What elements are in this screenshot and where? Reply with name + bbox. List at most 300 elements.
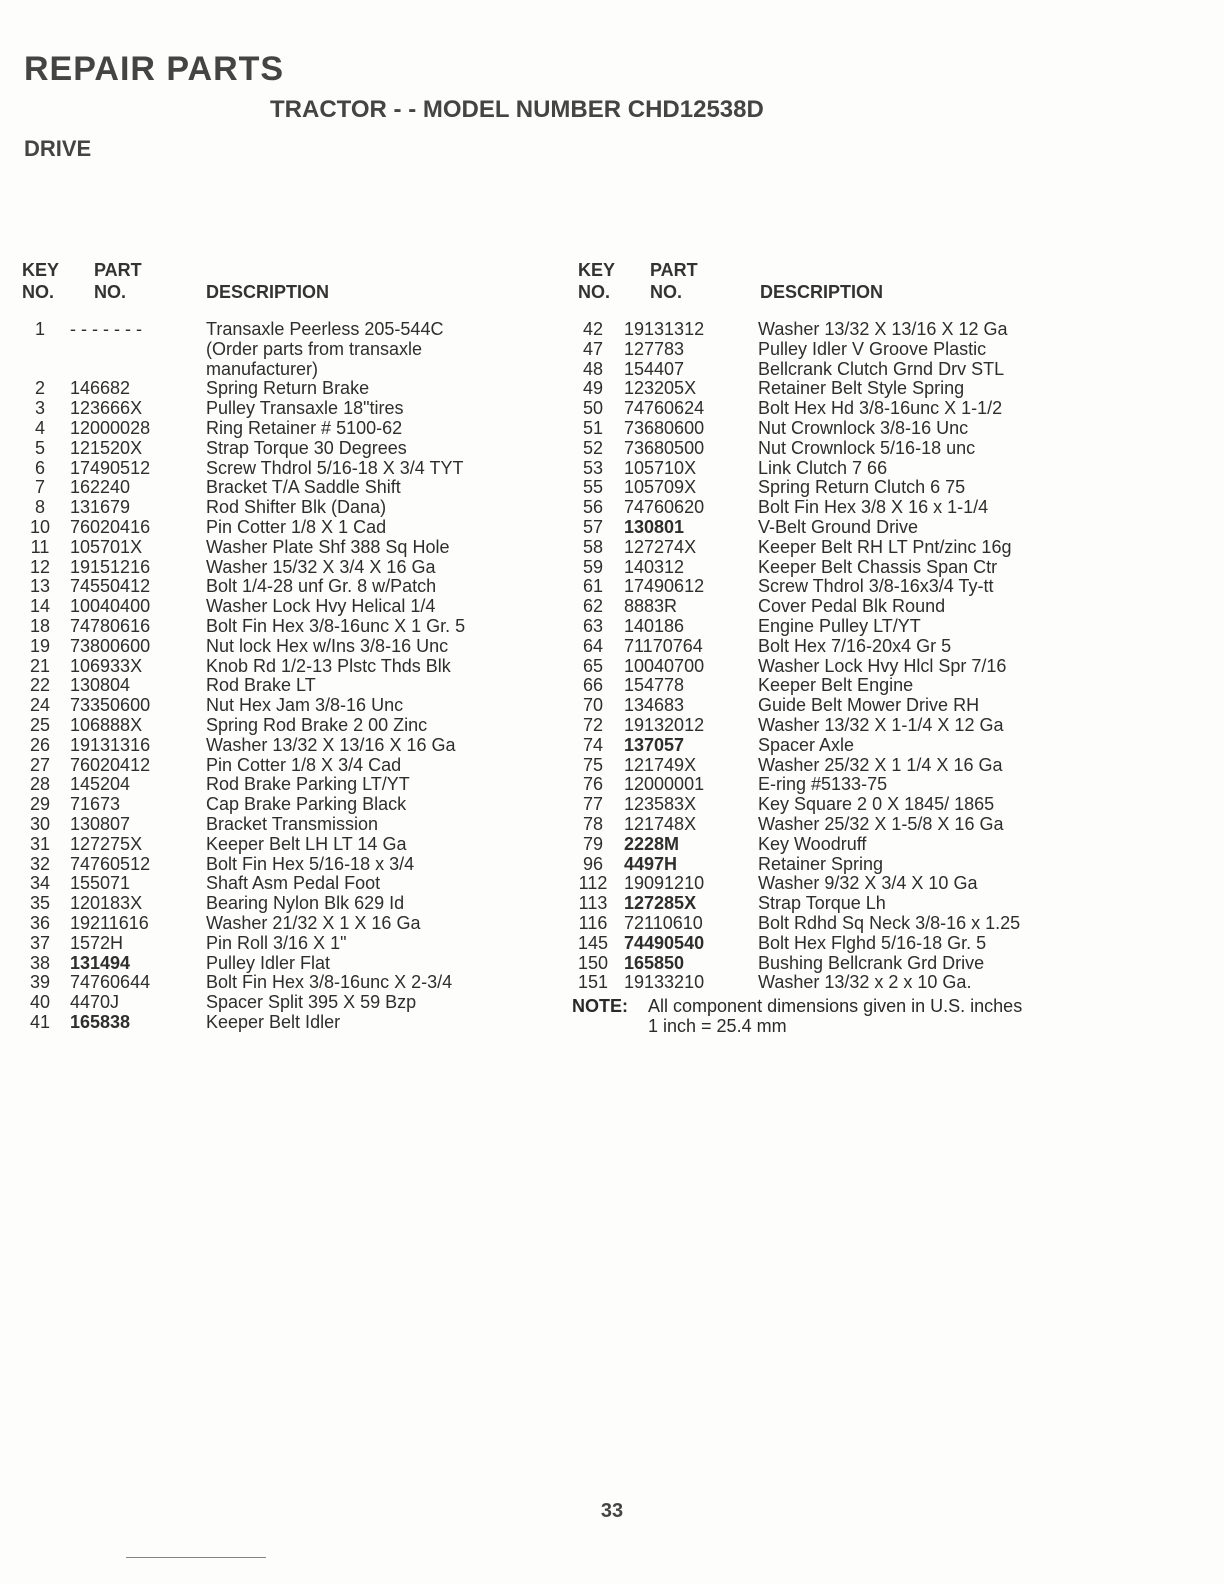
part-description: Keeper Belt LH LT 14 Ga xyxy=(206,833,407,854)
part-description: Bolt Hex Hd 3/8-16unc X 1-1/2 xyxy=(758,398,1003,419)
table-row xyxy=(18,340,558,360)
part-number: 71673 xyxy=(70,794,121,815)
key-number: 34 xyxy=(29,873,51,894)
part-description: Washer 13/32 X 13/16 X 16 Ga xyxy=(206,734,456,755)
part-description: Ring Retainer # 5100-62 xyxy=(206,417,403,438)
key-number: 78 xyxy=(582,813,604,834)
part-description: Washer 25/32 X 1 1/4 X 16 Ga xyxy=(758,754,1003,775)
part-description: Bolt Hex 7/16-20x4 Gr 5 xyxy=(758,635,952,656)
column-header xyxy=(18,258,558,320)
table-row xyxy=(570,934,1090,954)
part-description: Bolt Fin Hex 3/8 X 16 x 1-1/4 xyxy=(758,497,989,518)
table-row xyxy=(18,478,558,498)
part-number: 71170764 xyxy=(624,635,703,656)
part-description: Bolt Fin Hex 5/16-18 x 3/4 xyxy=(206,853,415,874)
page-title: REPAIR PARTS xyxy=(24,50,285,88)
part-number: 74490540 xyxy=(624,932,705,953)
part-number: 134683 xyxy=(624,695,685,716)
key-number: 70 xyxy=(582,695,604,716)
key-number: 5 xyxy=(34,437,45,458)
part-number: 19211616 xyxy=(70,912,149,933)
table-row xyxy=(570,657,1090,677)
key-number: 26 xyxy=(29,734,51,755)
part-description: Spacer Split 395 X 59 Bzp xyxy=(206,992,417,1013)
part-description: Pin Roll 3/16 X 1" xyxy=(206,932,347,953)
table-row xyxy=(570,954,1090,974)
part-description: Pin Cotter 1/8 X 3/4 Cad xyxy=(206,754,402,775)
table-row xyxy=(18,736,558,756)
parts-list-left xyxy=(18,320,558,1033)
table-row xyxy=(18,577,558,597)
table-row xyxy=(18,538,558,558)
part-number: 1572H xyxy=(70,932,124,953)
table-row xyxy=(18,835,558,855)
table-row xyxy=(18,419,558,439)
key-number: 59 xyxy=(582,556,604,577)
table-row xyxy=(570,894,1090,914)
key-number: 77 xyxy=(582,794,604,815)
table-row xyxy=(570,637,1090,657)
part-number: 2228M xyxy=(624,833,680,854)
key-number: 75 xyxy=(582,754,604,775)
part-number: 120183X xyxy=(70,893,143,914)
key-number: 66 xyxy=(582,675,604,696)
header-key-no-label: NO. xyxy=(22,282,55,302)
table-row xyxy=(18,597,558,617)
key-number: 13 xyxy=(29,576,51,597)
part-number: 19132012 xyxy=(624,714,705,735)
part-number: 73680500 xyxy=(624,437,705,458)
part-number: 154407 xyxy=(624,358,685,379)
key-number: 3 xyxy=(34,398,45,419)
part-number: 154778 xyxy=(624,675,685,696)
part-description: Keeper Belt RH LT Pnt/zinc 16g xyxy=(758,536,1012,557)
key-number: 29 xyxy=(29,794,51,815)
table-row xyxy=(570,696,1090,716)
part-number: 123205X xyxy=(624,378,697,399)
header-part-no-label: NO. xyxy=(94,282,127,302)
part-description: Cover Pedal Blk Round xyxy=(758,596,946,617)
table-row xyxy=(570,835,1090,855)
table-row xyxy=(18,775,558,795)
parts-list-right xyxy=(570,320,1090,993)
header-description-label: DESCRIPTION xyxy=(760,282,884,302)
part-number: 12000001 xyxy=(624,774,705,795)
table-row xyxy=(18,696,558,716)
table-row xyxy=(570,973,1090,993)
key-number: 56 xyxy=(582,497,604,518)
part-number: 127783 xyxy=(624,338,685,359)
part-number: 17490612 xyxy=(624,576,705,597)
key-number: 31 xyxy=(29,833,51,854)
key-number: 12 xyxy=(29,556,51,577)
key-number: 50 xyxy=(582,398,604,419)
table-row xyxy=(18,399,558,419)
key-number: 18 xyxy=(29,615,51,636)
part-number: 106933X xyxy=(70,655,143,676)
part-number: 72110610 xyxy=(624,912,703,933)
part-number: 162240 xyxy=(70,477,131,498)
part-number: 130801 xyxy=(624,516,685,537)
part-number: 19091210 xyxy=(624,873,705,894)
key-number: 62 xyxy=(582,596,604,617)
key-number: 40 xyxy=(29,992,51,1013)
part-description: Strap Torque 30 Degrees xyxy=(206,437,407,458)
part-number: 76020416 xyxy=(70,516,151,537)
part-number: 73680600 xyxy=(624,417,705,438)
part-number: 146682 xyxy=(70,378,131,399)
part-number: 19131312 xyxy=(624,319,705,339)
key-number: 96 xyxy=(582,853,604,874)
key-number xyxy=(18,340,62,360)
table-row xyxy=(18,815,558,835)
table-row xyxy=(18,894,558,914)
part-number: 74550412 xyxy=(70,576,151,597)
table-row xyxy=(570,815,1090,835)
key-number: 28 xyxy=(29,774,51,795)
column-header xyxy=(570,258,1090,320)
part-description: Spring Rod Brake 2 00 Zinc xyxy=(206,714,428,735)
part-number: 127285X xyxy=(624,893,697,914)
part-number: 127274X xyxy=(624,536,697,557)
table-row xyxy=(18,993,558,1013)
part-number: 123666X xyxy=(70,398,143,419)
part-number xyxy=(62,360,200,380)
part-description: Spring Return Brake xyxy=(206,378,370,399)
table-row xyxy=(18,379,558,399)
note-text xyxy=(648,997,1090,1037)
part-description: Bolt 1/4-28 unf Gr. 8 w/Patch xyxy=(206,576,437,597)
key-number: 1 xyxy=(34,319,45,339)
note-label: NOTE: xyxy=(572,996,628,1017)
table-row xyxy=(570,914,1090,934)
header-part-no-label: NO. xyxy=(650,282,683,302)
table-row xyxy=(18,756,558,776)
key-number: 63 xyxy=(582,615,604,636)
key-number: 55 xyxy=(582,477,604,498)
key-number: 8 xyxy=(34,497,45,518)
key-number: 74 xyxy=(582,734,604,755)
key-number: 113 xyxy=(578,893,608,914)
table-row xyxy=(18,676,558,696)
key-number xyxy=(18,360,62,380)
part-number: 76020412 xyxy=(70,754,151,775)
key-number: 14 xyxy=(29,596,51,617)
key-number: 57 xyxy=(582,516,604,537)
key-number: 25 xyxy=(29,714,51,735)
key-number: 39 xyxy=(29,972,51,993)
part-description: Rod Brake Parking LT/YT xyxy=(206,774,410,795)
part-number: 74780616 xyxy=(70,615,151,636)
header-key-label: KEY xyxy=(578,260,616,280)
part-description: Spacer Axle xyxy=(758,734,855,755)
key-number: 151 xyxy=(577,972,609,993)
key-number: 19 xyxy=(29,635,51,656)
key-number: 61 xyxy=(582,576,604,597)
key-number: 65 xyxy=(582,655,604,676)
table-row xyxy=(18,954,558,974)
part-number: 4497H xyxy=(624,853,678,874)
key-number: 22 xyxy=(29,675,51,696)
table-row xyxy=(18,1013,558,1033)
part-number: 105701X xyxy=(70,536,143,557)
part-number: 10040400 xyxy=(70,596,151,617)
part-description: Transaxle Peerless 205-544C xyxy=(206,319,444,339)
table-row xyxy=(18,657,558,677)
header-description-label: DESCRIPTION xyxy=(206,282,330,302)
part-description: Bolt Fin Hex 3/8-16unc X 1 Gr. 5 xyxy=(206,615,466,636)
part-description: Keeper Belt Engine xyxy=(758,675,914,696)
part-description: Washer Plate Shf 388 Sq Hole xyxy=(206,536,450,557)
part-number: 121749X xyxy=(624,754,697,775)
table-row xyxy=(18,855,558,875)
part-description: Screw Thdrol 5/16-18 X 3/4 TYT xyxy=(206,457,464,478)
part-description: Guide Belt Mower Drive RH xyxy=(758,695,980,716)
part-description: Washer Lock Hvy Hlcl Spr 7/16 xyxy=(758,655,1007,676)
part-description: Keeper Belt Chassis Span Ctr xyxy=(758,556,998,577)
table-row xyxy=(18,439,558,459)
part-description: Bracket T/A Saddle Shift xyxy=(206,477,401,498)
part-number: 10040700 xyxy=(624,655,705,676)
part-number: 12000028 xyxy=(70,417,151,438)
part-description: Washer 15/32 X 3/4 X 16 Ga xyxy=(206,556,436,577)
decorative-rule xyxy=(126,1557,266,1558)
key-number: 49 xyxy=(582,378,604,399)
part-description: Rod Shifter Blk (Dana) xyxy=(206,497,387,518)
part-description: Cap Brake Parking Black xyxy=(206,794,407,815)
table-row xyxy=(570,379,1090,399)
parts-column-left xyxy=(18,258,558,1033)
part-description: Washer Lock Hvy Helical 1/4 xyxy=(206,596,436,617)
part-number: 74760644 xyxy=(70,972,151,993)
table-row xyxy=(18,795,558,815)
key-number: 21 xyxy=(29,655,51,676)
part-number: 140312 xyxy=(624,556,685,577)
header-part-label: PART xyxy=(650,260,698,280)
part-description: Retainer Belt Style Spring xyxy=(758,378,965,399)
part-number: 127275X xyxy=(70,833,143,854)
key-number: 27 xyxy=(29,754,51,775)
key-number: 24 xyxy=(29,695,51,716)
part-description: (Order parts from transaxle xyxy=(206,338,423,359)
key-number: 53 xyxy=(582,457,604,478)
part-description: Link Clutch 7 66 xyxy=(758,457,888,478)
part-number: 165838 xyxy=(70,1011,131,1032)
part-number: - - - - - - - xyxy=(70,319,142,339)
part-number: 155071 xyxy=(70,873,131,894)
header-key-no-label: NO. xyxy=(578,282,611,302)
table-row xyxy=(570,795,1090,815)
table-row xyxy=(570,558,1090,578)
part-description: Washer 9/32 X 3/4 X 10 Ga xyxy=(758,873,978,894)
part-description: Screw Thdrol 3/8-16x3/4 Ty-tt xyxy=(758,576,994,597)
key-number: 52 xyxy=(582,437,604,458)
part-description: Nut Crownlock 3/8-16 Unc xyxy=(758,417,969,438)
part-number: 137057 xyxy=(624,734,685,755)
part-number: 105709X xyxy=(624,477,697,498)
key-number: 64 xyxy=(582,635,604,656)
table-row xyxy=(570,855,1090,875)
table-row xyxy=(570,577,1090,597)
key-number: 2 xyxy=(34,378,45,399)
table-row xyxy=(570,716,1090,736)
part-number: 19133210 xyxy=(624,972,705,993)
part-description: Key Square 2 0 X 1845/ 1865 xyxy=(758,794,995,815)
table-row xyxy=(18,716,558,736)
part-description: Washer 13/32 X 1-1/4 X 12 Ga xyxy=(758,714,1004,735)
table-row xyxy=(570,775,1090,795)
part-number: 130807 xyxy=(70,813,131,834)
table-row xyxy=(570,419,1090,439)
table-row xyxy=(570,756,1090,776)
key-number: 47 xyxy=(582,338,604,359)
part-description: Washer 25/32 X 1-5/8 X 16 Ga xyxy=(758,813,1004,834)
part-description: Key Woodruff xyxy=(758,833,867,854)
header-key-label: KEY xyxy=(22,260,60,280)
part-number: 73800600 xyxy=(70,635,151,656)
part-number: 106888X xyxy=(70,714,143,735)
part-description: Bushing Bellcrank Grd Drive xyxy=(758,952,985,973)
part-description: Washer 13/32 X 13/16 X 12 Ga xyxy=(758,319,1008,339)
part-number: 73350600 xyxy=(70,695,151,716)
table-row xyxy=(570,320,1090,340)
table-row xyxy=(570,439,1090,459)
part-description: Knob Rd 1/2-13 Plstc Thds Blk xyxy=(206,655,451,676)
part-number: 19151216 xyxy=(70,556,151,577)
part-description: Bolt Hex Flghd 5/16-18 Gr. 5 xyxy=(758,932,987,953)
part-description: Pin Cotter 1/8 X 1 Cad xyxy=(206,516,387,537)
key-number: 35 xyxy=(29,893,51,914)
part-number: 131494 xyxy=(70,952,131,973)
table-row xyxy=(18,973,558,993)
key-number: 41 xyxy=(29,1011,51,1032)
part-description: Bearing Nylon Blk 629 Id xyxy=(206,893,405,914)
part-number: 74760620 xyxy=(624,497,705,518)
table-row xyxy=(18,360,558,380)
table-row xyxy=(18,459,558,479)
part-number: 17490512 xyxy=(70,457,151,478)
key-number: 38 xyxy=(29,952,51,973)
part-number: 4470J xyxy=(70,992,120,1013)
table-row xyxy=(18,320,558,340)
table-row xyxy=(570,340,1090,360)
table-row xyxy=(570,597,1090,617)
table-row xyxy=(570,518,1090,538)
key-number: 48 xyxy=(582,358,604,379)
part-description: Rod Brake LT xyxy=(206,675,316,696)
note-line-1: All component dimensions given in U.S. inches xyxy=(648,996,1023,1017)
table-row xyxy=(18,558,558,578)
key-number: 10 xyxy=(29,516,51,537)
key-number: 37 xyxy=(29,932,51,953)
part-number: 165850 xyxy=(624,952,685,973)
key-number: 32 xyxy=(29,853,51,874)
part-description: Nut Crownlock 5/16-18 unc xyxy=(758,437,976,458)
table-row xyxy=(18,934,558,954)
key-number: 72 xyxy=(582,714,604,735)
part-description: Nut lock Hex w/Ins 3/8-16 Unc xyxy=(206,635,449,656)
part-number: 74760624 xyxy=(624,398,705,419)
part-description: Pulley Transaxle 18"tires xyxy=(206,398,404,419)
key-number: 11 xyxy=(30,536,50,557)
key-number: 145 xyxy=(577,932,609,953)
table-row xyxy=(570,617,1090,637)
table-row xyxy=(570,538,1090,558)
part-number: 105710X xyxy=(624,457,697,478)
part-description: Bolt Fin Hex 3/8-16unc X 2-3/4 xyxy=(206,972,453,993)
part-number xyxy=(62,340,200,360)
table-row xyxy=(570,676,1090,696)
part-description: Engine Pulley LT/YT xyxy=(758,615,921,636)
key-number: 6 xyxy=(34,457,45,478)
part-number: 74760512 xyxy=(70,853,151,874)
table-row xyxy=(570,874,1090,894)
table-row xyxy=(570,459,1090,479)
header-part-label: PART xyxy=(94,260,142,280)
part-number: 19131316 xyxy=(70,734,151,755)
key-number: 150 xyxy=(577,952,609,973)
section-title: DRIVE xyxy=(24,136,92,161)
part-description: Bellcrank Clutch Grnd Drv STL xyxy=(758,358,1005,379)
table-row xyxy=(18,498,558,518)
key-number: 4 xyxy=(34,417,45,438)
part-number: 123583X xyxy=(624,794,697,815)
part-description: manufacturer) xyxy=(206,358,319,379)
table-row xyxy=(570,360,1090,380)
part-description: E-ring #5133-75 xyxy=(758,774,888,795)
part-description: V-Belt Ground Drive xyxy=(758,516,919,537)
part-number: 145204 xyxy=(70,774,131,795)
key-number: 112 xyxy=(578,873,608,894)
part-description: Bracket Transmission xyxy=(206,813,379,834)
table-row xyxy=(570,498,1090,518)
key-number: 58 xyxy=(582,536,604,557)
part-description: Shaft Asm Pedal Foot xyxy=(206,873,381,894)
part-number: 8883R xyxy=(624,596,678,617)
table-row xyxy=(570,399,1090,419)
parts-column-right xyxy=(570,258,1090,1037)
part-description: Pulley Idler Flat xyxy=(206,952,331,973)
part-description: Retainer Spring xyxy=(758,853,884,874)
model-subtitle: TRACTOR - - MODEL NUMBER CHD12538D xyxy=(270,96,764,123)
part-description: Keeper Belt Idler xyxy=(206,1011,341,1032)
part-description: Washer 13/32 x 2 x 10 Ga. xyxy=(758,972,972,993)
key-number: 36 xyxy=(29,912,51,933)
part-description: Strap Torque Lh xyxy=(758,893,886,914)
part-number: 121748X xyxy=(624,813,697,834)
key-number: 51 xyxy=(582,417,604,438)
key-number: 30 xyxy=(29,813,51,834)
part-number: 121520X xyxy=(70,437,143,458)
part-description: Bolt Rdhd Sq Neck 3/8-16 x 1.25 xyxy=(758,912,1021,933)
table-row xyxy=(18,617,558,637)
key-number: 79 xyxy=(582,833,604,854)
part-description: Pulley Idler V Groove Plastic xyxy=(758,338,987,359)
table-row xyxy=(18,914,558,934)
part-description: Spring Return Clutch 6 75 xyxy=(758,477,966,498)
key-number: 76 xyxy=(582,774,604,795)
part-number: 130804 xyxy=(70,675,131,696)
page-number: 33 xyxy=(600,1500,624,1522)
table-row xyxy=(570,736,1090,756)
part-description: Washer 21/32 X 1 X 16 Ga xyxy=(206,912,421,933)
key-number: 7 xyxy=(34,477,45,498)
note xyxy=(570,997,1090,1037)
part-description: Nut Hex Jam 3/8-16 Unc xyxy=(206,695,404,716)
note-line-2: 1 inch = 25.4 mm xyxy=(648,1015,787,1036)
table-row xyxy=(18,637,558,657)
table-row xyxy=(570,478,1090,498)
